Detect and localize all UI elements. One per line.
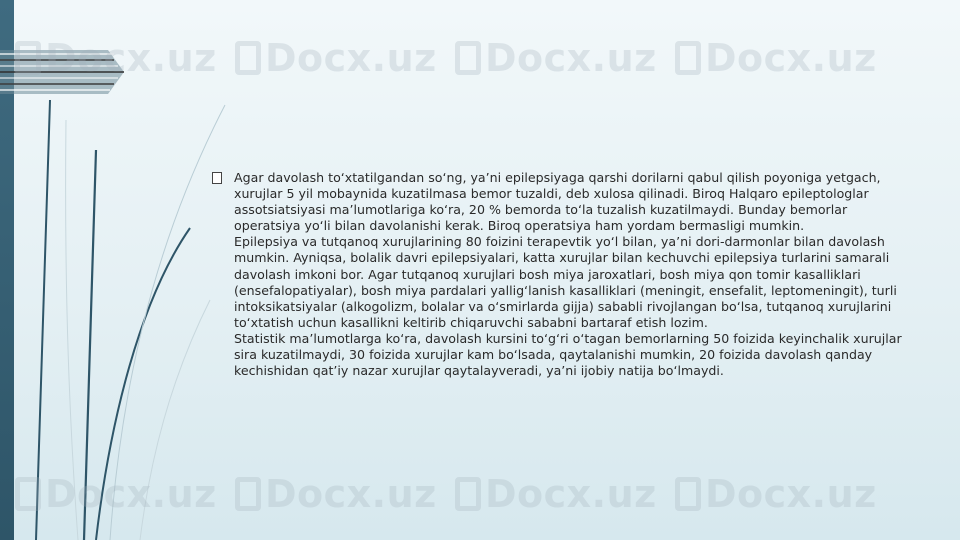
watermark: Docx.uz [675,36,877,80]
bullet-icon [212,172,222,184]
watermark-logo-icon [455,41,481,75]
watermark-logo-icon [675,41,701,75]
slide-body [212,170,902,379]
paragraph: Agar davolash to‘xtatilgandan so‘ng, ya’ni epilepsiyaga qarshi dorilarni qabul qilish poyoniga yetgach, xurujlar 5 yil mobaynida kuzatilmasa bemor tuzaldi, deb xulosa qilinadi. Biroq Halqaro epileptologlar assotsiatsiyasi ma’lumotlariga ko‘ra, 20 % bemorda to‘la tuzalish kuzatilmaydi. Bunday bemorlar operatsiya yo‘li bilan davolanishi kerak. Biroq operatsiya ham yordam bermasligi mumkin. [234,170,881,234]
paragraph: Epilepsiya va tutqanoq xurujlarining 80 foizini terapevtik yo‘l bilan, ya’ni dori-darmonlar bilan davolash mumkin. Ayniqsa, bolalik davri epilepsiyalari, katta xurujlar bilan kechuvchi epilepsiya turlarini samarali davolash imkoni bor. Agar tutqanoq xurujlari bosh miya jaroxatlari, bosh miya qon tomir kasalliklari (ensefalopatiyalar), bosh miya pardalari yallig‘lanish kasalliklari (meningit, ensefalit, leptomeningit), turli intoksikatsiyalar (alkogolizm, bolalar va o‘smirlarda gijja) sababli rivojlangan bo‘lsa, tutqanoq xurujlarini to‘xtatish uchun kasallikni keltirib chiqaruvchi sababni bartaraf etish lozim. [234,234,897,330]
watermark: Docx.uz [15,36,217,80]
watermark: Docx.uz [675,472,877,516]
paragraph: Statistik ma’lumotlarga ko‘ra, davolash kursini to‘g‘ri o‘tagan bemorlarning 50 foizida keyinchalik xurujlar sira kuzatilmaydi, 30 foizida xurujlar kam bo‘lsada, qaytalanishi mumkin, 20 foizida davolash qanday kechishidan qat’iy nazar xurujlar qaytalayveradi, ya’ni ijobiy natija bo‘lmaydi. [234,330,902,379]
watermark-logo-icon [675,477,701,511]
watermark: Docx.uz [235,472,437,516]
watermark: Docx.uz [235,36,437,80]
watermark-logo-icon [455,477,481,511]
watermark: Docx.uz [455,472,657,516]
watermark: Docx.uz [455,36,657,80]
watermark: Docx.uz [15,472,217,516]
